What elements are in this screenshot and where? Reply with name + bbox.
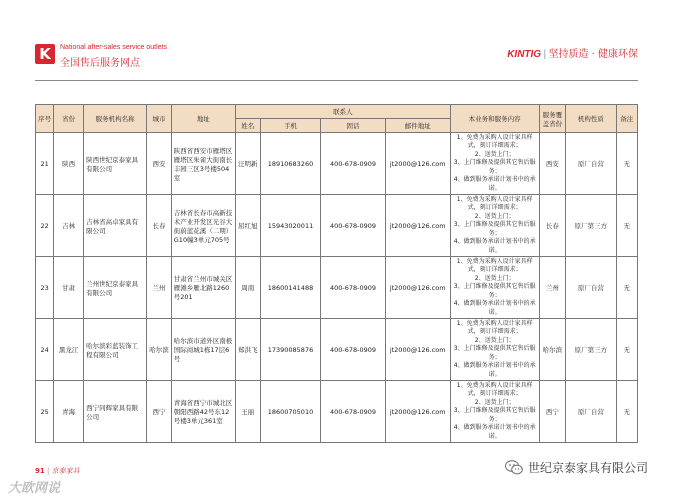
cell-name: 周南 [235, 257, 260, 319]
cell-mobile: 15943020011 [260, 195, 321, 257]
service-item: 3、上门维修及提供其它售后服务； [453, 345, 536, 361]
col-email: 邮件地址 [385, 119, 450, 133]
cell-nature: 原厂自营 [566, 381, 616, 443]
col-name: 姓名 [235, 119, 260, 133]
cell-nature: 原厂自营 [566, 257, 616, 319]
cell-mobile: 18600141488 [260, 257, 321, 319]
service-item: 4、做到服务承诺计划书中的承诺。 [453, 424, 536, 440]
cell-service [450, 381, 539, 443]
cell-remark: 无 [616, 133, 637, 195]
service-item: 1、免费为采购人设计家具样式，刻订详细需求； [456, 320, 533, 336]
page-title: 全国售后服务网点 [60, 58, 140, 69]
cell-landline: 400-678-0909 [321, 195, 385, 257]
cell-org: 西宁同辉家具有限公司 [84, 381, 147, 443]
header-subtitle-en: National after-sales service outlets [60, 44, 167, 51]
cell-seq: 22 [36, 195, 54, 257]
service-item: 4、做到服务承诺计划书中的承诺。 [453, 238, 536, 254]
brand-block [507, 45, 638, 60]
watermark-left: 大欧网说 [8, 481, 61, 496]
cell-org: 陕西世纪京泰家具有限公司 [84, 133, 147, 195]
table-row [36, 381, 638, 443]
page-number [35, 466, 80, 476]
cell-coverage: 西宁 [539, 381, 566, 443]
service-item: 2、送货上门； [474, 336, 515, 344]
service-item: 4、做到服务承诺计划书中的承诺。 [453, 176, 536, 192]
cell-landline: 400-678-0909 [321, 257, 385, 319]
cell-city: 哈尔滨 [147, 319, 172, 381]
cell-address: 哈尔滨市道外区南极国际商城1栋17层6号 [171, 319, 235, 381]
service-item: 3、上门维修及提供其它售后服务； [453, 221, 536, 237]
cell-mobile: 18910683260 [260, 133, 321, 195]
service-item: 3、上门维修及提供其它售后服务； [453, 159, 536, 175]
cell-seq: 21 [36, 133, 54, 195]
cell-service [450, 133, 539, 195]
cell-remark: 无 [616, 381, 637, 443]
col-coverage: 服务覆盖省份 [539, 105, 566, 133]
table-row [36, 319, 638, 381]
cell-org: 吉林省高卓家具有限公司 [84, 195, 147, 257]
cell-email: jt2000@126.com [385, 133, 450, 195]
page-number-value: 91 [35, 467, 45, 475]
cell-service [450, 257, 539, 319]
col-contact: 联系人 [235, 105, 450, 119]
cell-landline: 400-678-0909 [321, 133, 385, 195]
col-mobile: 手机 [260, 119, 321, 133]
cell-province: 黑龙江 [54, 319, 84, 381]
brand-name: KINTIG [507, 49, 542, 60]
cell-seq: 23 [36, 257, 54, 319]
service-item: 1、免费为采购人设计家具样式，刻订详细需求； [456, 258, 533, 274]
watermark-right [505, 459, 648, 476]
cell-email: jt2000@126.com [385, 381, 450, 443]
cell-service [450, 319, 539, 381]
service-item: 2、送货上门； [474, 274, 515, 282]
service-item: 4、做到服务承诺计划书中的承诺。 [453, 300, 536, 316]
cell-city: 西宁 [147, 381, 172, 443]
cell-city: 长春 [147, 195, 172, 257]
cell-address: 甘肃省兰州市城关区雁滩乡雁北路1260号201 [171, 257, 235, 319]
header-divider [35, 80, 638, 81]
page-number-separator: | [46, 467, 50, 475]
cell-coverage: 哈尔滨 [539, 319, 566, 381]
cell-coverage: 西安 [539, 133, 566, 195]
cell-address: 陕西省西安市雁塔区雁塔区朱雀大街南长丰园三区3号楼504室 [171, 133, 235, 195]
watermark-text: 世纪京泰家具有限公司 [527, 461, 648, 475]
table-row [36, 257, 638, 319]
col-city: 城市 [147, 105, 172, 133]
cell-coverage: 长春 [539, 195, 566, 257]
col-province: 省份 [54, 105, 84, 133]
service-item: 1、免费为采购人设计家具样式，刻订详细需求； [456, 196, 533, 212]
cell-mobile: 17390085876 [260, 319, 321, 381]
brand-logo: K [35, 44, 55, 64]
cell-coverage: 兰州 [539, 257, 566, 319]
cell-remark: 无 [616, 319, 637, 381]
cell-name: 汪明新 [235, 133, 260, 195]
col-nature: 机构性质 [566, 105, 616, 133]
cell-province: 陕西 [54, 133, 84, 195]
cell-address: 青海省西宁市城北区朝阳西路42号东12号楼3单元361室 [171, 381, 235, 443]
cell-seq: 24 [36, 319, 54, 381]
col-org: 服务机构名称 [84, 105, 147, 133]
service-outlets-table [35, 104, 638, 443]
service-item: 2、送货上门； [474, 150, 515, 158]
table-row [36, 195, 638, 257]
page-label: 京泰家具 [51, 467, 80, 475]
cell-seq: 25 [36, 381, 54, 443]
service-item: 2、送货上门； [474, 398, 515, 406]
cell-nature: 原厂第三方 [566, 319, 616, 381]
cell-remark: 无 [616, 195, 637, 257]
col-service: 本业务和服务内容 [450, 105, 539, 133]
service-item: 3、上门维修及提供其它售后服务； [453, 283, 536, 299]
cell-landline: 400-678-0909 [321, 319, 385, 381]
cell-mobile: 18600705010 [260, 381, 321, 443]
cell-remark: 无 [616, 257, 637, 319]
wechat-icon [505, 460, 523, 475]
col-landline: 固话 [321, 119, 385, 133]
table-row [36, 133, 638, 195]
service-item: 1、免费为采购人设计家具样式，刻订详细需求； [456, 382, 533, 398]
service-item: 3、上门维修及提供其它售后服务； [453, 407, 536, 423]
cell-city: 西安 [147, 133, 172, 195]
cell-province: 青海 [54, 381, 84, 443]
service-item: 2、送货上门； [474, 212, 515, 220]
cell-name: 王丽 [235, 381, 260, 443]
col-address: 地址 [171, 105, 235, 133]
cell-org: 哈尔滨彩蓝装饰工程有限公司 [84, 319, 147, 381]
cell-province: 甘肃 [54, 257, 84, 319]
col-seq: 序号 [36, 105, 54, 133]
cell-nature: 原厂第三方 [566, 195, 616, 257]
cell-address: 吉林省长春市高新技术产业开发区光谷大街蔚蓝花溪（二期）G10幢3单元705号 [171, 195, 235, 257]
service-item: 4、做到服务承诺计划书中的承诺。 [453, 362, 536, 378]
service-item: 1、免费为采购人设计家具样式，刻订详细需求； [456, 134, 533, 150]
cell-service [450, 195, 539, 257]
cell-landline: 400-678-0909 [321, 381, 385, 443]
cell-email: jt2000@126.com [385, 319, 450, 381]
cell-city: 兰州 [147, 257, 172, 319]
cell-province: 吉林 [54, 195, 84, 257]
brand-separator: | [543, 49, 547, 60]
col-remark: 备注 [616, 105, 637, 133]
cell-email: jt2000@126.com [385, 195, 450, 257]
cell-email: jt2000@126.com [385, 257, 450, 319]
cell-name: 屈红旭 [235, 195, 260, 257]
cell-nature: 原厂自营 [566, 133, 616, 195]
cell-org: 兰州世纪京泰家具有限公司 [84, 257, 147, 319]
cell-name: 郑洪飞 [235, 319, 260, 381]
brand-slogan: 坚持质造 · 健康环保 [548, 49, 638, 60]
